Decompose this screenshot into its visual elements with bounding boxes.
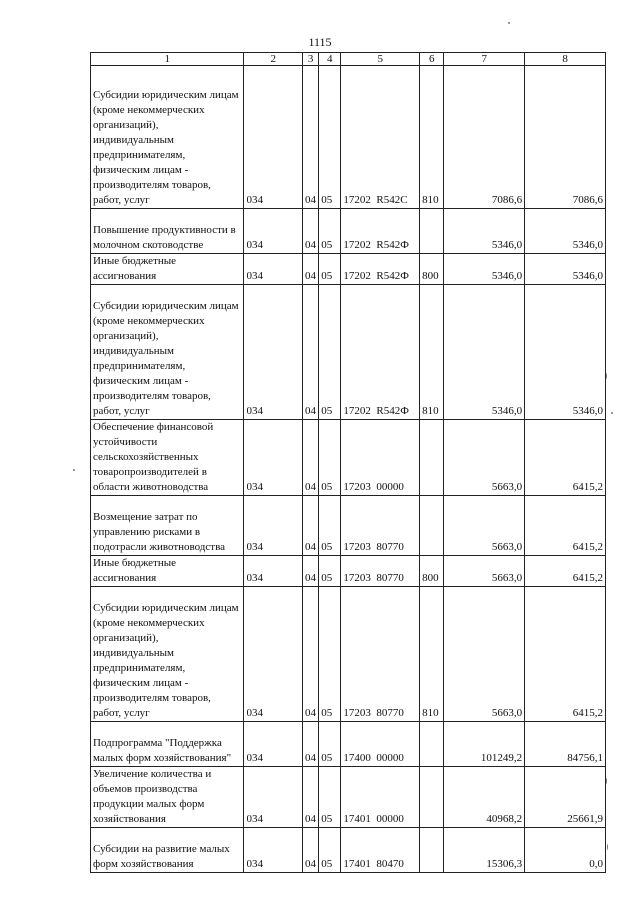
amount-year-2: 6415,2 [525,496,606,556]
amount-year-1: 5346,0 [444,209,525,254]
target-article-code: 17401 00000 [341,767,420,828]
amount-year-1: 15306,3 [444,828,525,873]
amount-year-1: 7086,6 [444,66,525,209]
amount-year-2: 0,0 [525,828,606,873]
scan-speck [73,469,75,471]
grbs-code: 034 [244,722,303,767]
table-row [91,587,606,722]
section-code: 04 [303,66,319,209]
row-name: Субсидии юридическим лицам (кроме некоммерческих организаций), индивидуальным предпринимателям, физическим лицам - производителям товаров, работ, услуг [91,587,244,722]
amount-year-1: 5663,0 [444,556,525,587]
row-name: Обеспечение финансовой устойчивости сельскохозяйственных товаропроизводителей в области животноводства [91,420,244,496]
grbs-code: 034 [244,420,303,496]
target-article-code: 17203 80770 [341,556,420,587]
column-header: 1 [91,53,244,66]
amount-year-2: 6415,2 [525,420,606,496]
grbs-code: 034 [244,767,303,828]
scan-speck [607,844,608,850]
scan-speck [606,778,607,784]
subsection-code: 05 [319,254,341,285]
scan-speck [508,22,510,24]
column-header: 3 [303,53,319,66]
row-name: Подпрограмма "Поддержка малых форм хозяйствования" [91,722,244,767]
column-header: 4 [319,53,341,66]
amount-year-1: 5663,0 [444,496,525,556]
column-header: 7 [444,53,525,66]
column-header: 5 [341,53,420,66]
expense-type-code [420,496,444,556]
target-article-code: 17203 80770 [341,496,420,556]
expense-type-code [420,767,444,828]
expense-type-code [420,722,444,767]
amount-year-2: 6415,2 [525,587,606,722]
table-row [91,66,606,209]
subsection-code: 05 [319,556,341,587]
row-name: Увеличение количества и объемов производства продукции малых форм хозяйствования [91,767,244,828]
expense-type-code [420,828,444,873]
subsection-code: 05 [319,587,341,722]
section-code: 04 [303,828,319,873]
expense-type-code: 810 [420,285,444,420]
subsection-code: 05 [319,828,341,873]
table-row [91,556,606,587]
table-row [91,209,606,254]
subsection-code: 05 [319,722,341,767]
target-article-code: 17202 R542C [341,66,420,209]
section-code: 04 [303,496,319,556]
table-row [91,420,606,496]
row-name: Иные бюджетные ассигнования [91,556,244,587]
amount-year-2: 5346,0 [525,209,606,254]
row-name: Субсидии юридическим лицам (кроме некоммерческих организаций), индивидуальным предпринимателям, физическим лицам - производителям товаров, работ, услуг [91,285,244,420]
target-article-code: 17203 00000 [341,420,420,496]
row-name: Субсидии юридическим лицам (кроме некоммерческих организаций), индивидуальным предпринимателям, физическим лицам - производителям товаров, работ, услуг [91,66,244,209]
target-article-code: 17400 00000 [341,722,420,767]
section-code: 04 [303,209,319,254]
grbs-code: 034 [244,209,303,254]
amount-year-1: 5663,0 [444,420,525,496]
grbs-code: 034 [244,285,303,420]
subsection-code: 05 [319,496,341,556]
table-row [91,496,606,556]
grbs-code: 034 [244,556,303,587]
scan-speck [606,373,607,379]
section-code: 04 [303,722,319,767]
table-row [91,254,606,285]
row-name: Повышение продуктивности в молочном скотоводстве [91,209,244,254]
subsection-code: 05 [319,285,341,420]
column-header: 8 [525,53,606,66]
grbs-code: 034 [244,66,303,209]
budget-table [90,52,606,873]
grbs-code: 034 [244,496,303,556]
section-code: 04 [303,556,319,587]
row-name: Иные бюджетные ассигнования [91,254,244,285]
expense-type-code [420,420,444,496]
amount-year-2: 6415,2 [525,556,606,587]
target-article-code: 17202 R542Ф [341,209,420,254]
section-code: 04 [303,254,319,285]
header-row [91,53,606,66]
amount-year-1: 5346,0 [444,285,525,420]
scan-speck [611,412,613,414]
section-code: 04 [303,587,319,722]
grbs-code: 034 [244,828,303,873]
amount-year-2: 7086,6 [525,66,606,209]
table-row [91,722,606,767]
amount-year-1: 5346,0 [444,254,525,285]
page-number: 1115 [308,35,332,49]
row-name: Субсидии на развитие малых форм хозяйствования [91,828,244,873]
amount-year-2: 5346,0 [525,254,606,285]
subsection-code: 05 [319,767,341,828]
amount-year-2: 25661,9 [525,767,606,828]
target-article-code: 17202 R542Ф [341,285,420,420]
expense-type-code [420,209,444,254]
amount-year-1: 5663,0 [444,587,525,722]
subsection-code: 05 [319,66,341,209]
section-code: 04 [303,285,319,420]
target-article-code: 17401 80470 [341,828,420,873]
amount-year-2: 5346,0 [525,285,606,420]
section-code: 04 [303,767,319,828]
target-article-code: 17202 R542Ф [341,254,420,285]
column-header: 6 [420,53,444,66]
table-row [91,828,606,873]
grbs-code: 034 [244,254,303,285]
table-body [91,53,606,873]
expense-type-code: 810 [420,66,444,209]
amount-year-1: 40968,2 [444,767,525,828]
expense-type-code: 800 [420,556,444,587]
table-row [91,767,606,828]
column-header: 2 [244,53,303,66]
expense-type-code: 810 [420,587,444,722]
table-row [91,285,606,420]
subsection-code: 05 [319,420,341,496]
target-article-code: 17203 80770 [341,587,420,722]
amount-year-1: 101249,2 [444,722,525,767]
amount-year-2: 84756,1 [525,722,606,767]
expense-type-code: 800 [420,254,444,285]
section-code: 04 [303,420,319,496]
row-name: Возмещение затрат по управлению рисками в подотрасли животноводства [91,496,244,556]
grbs-code: 034 [244,587,303,722]
subsection-code: 05 [319,209,341,254]
